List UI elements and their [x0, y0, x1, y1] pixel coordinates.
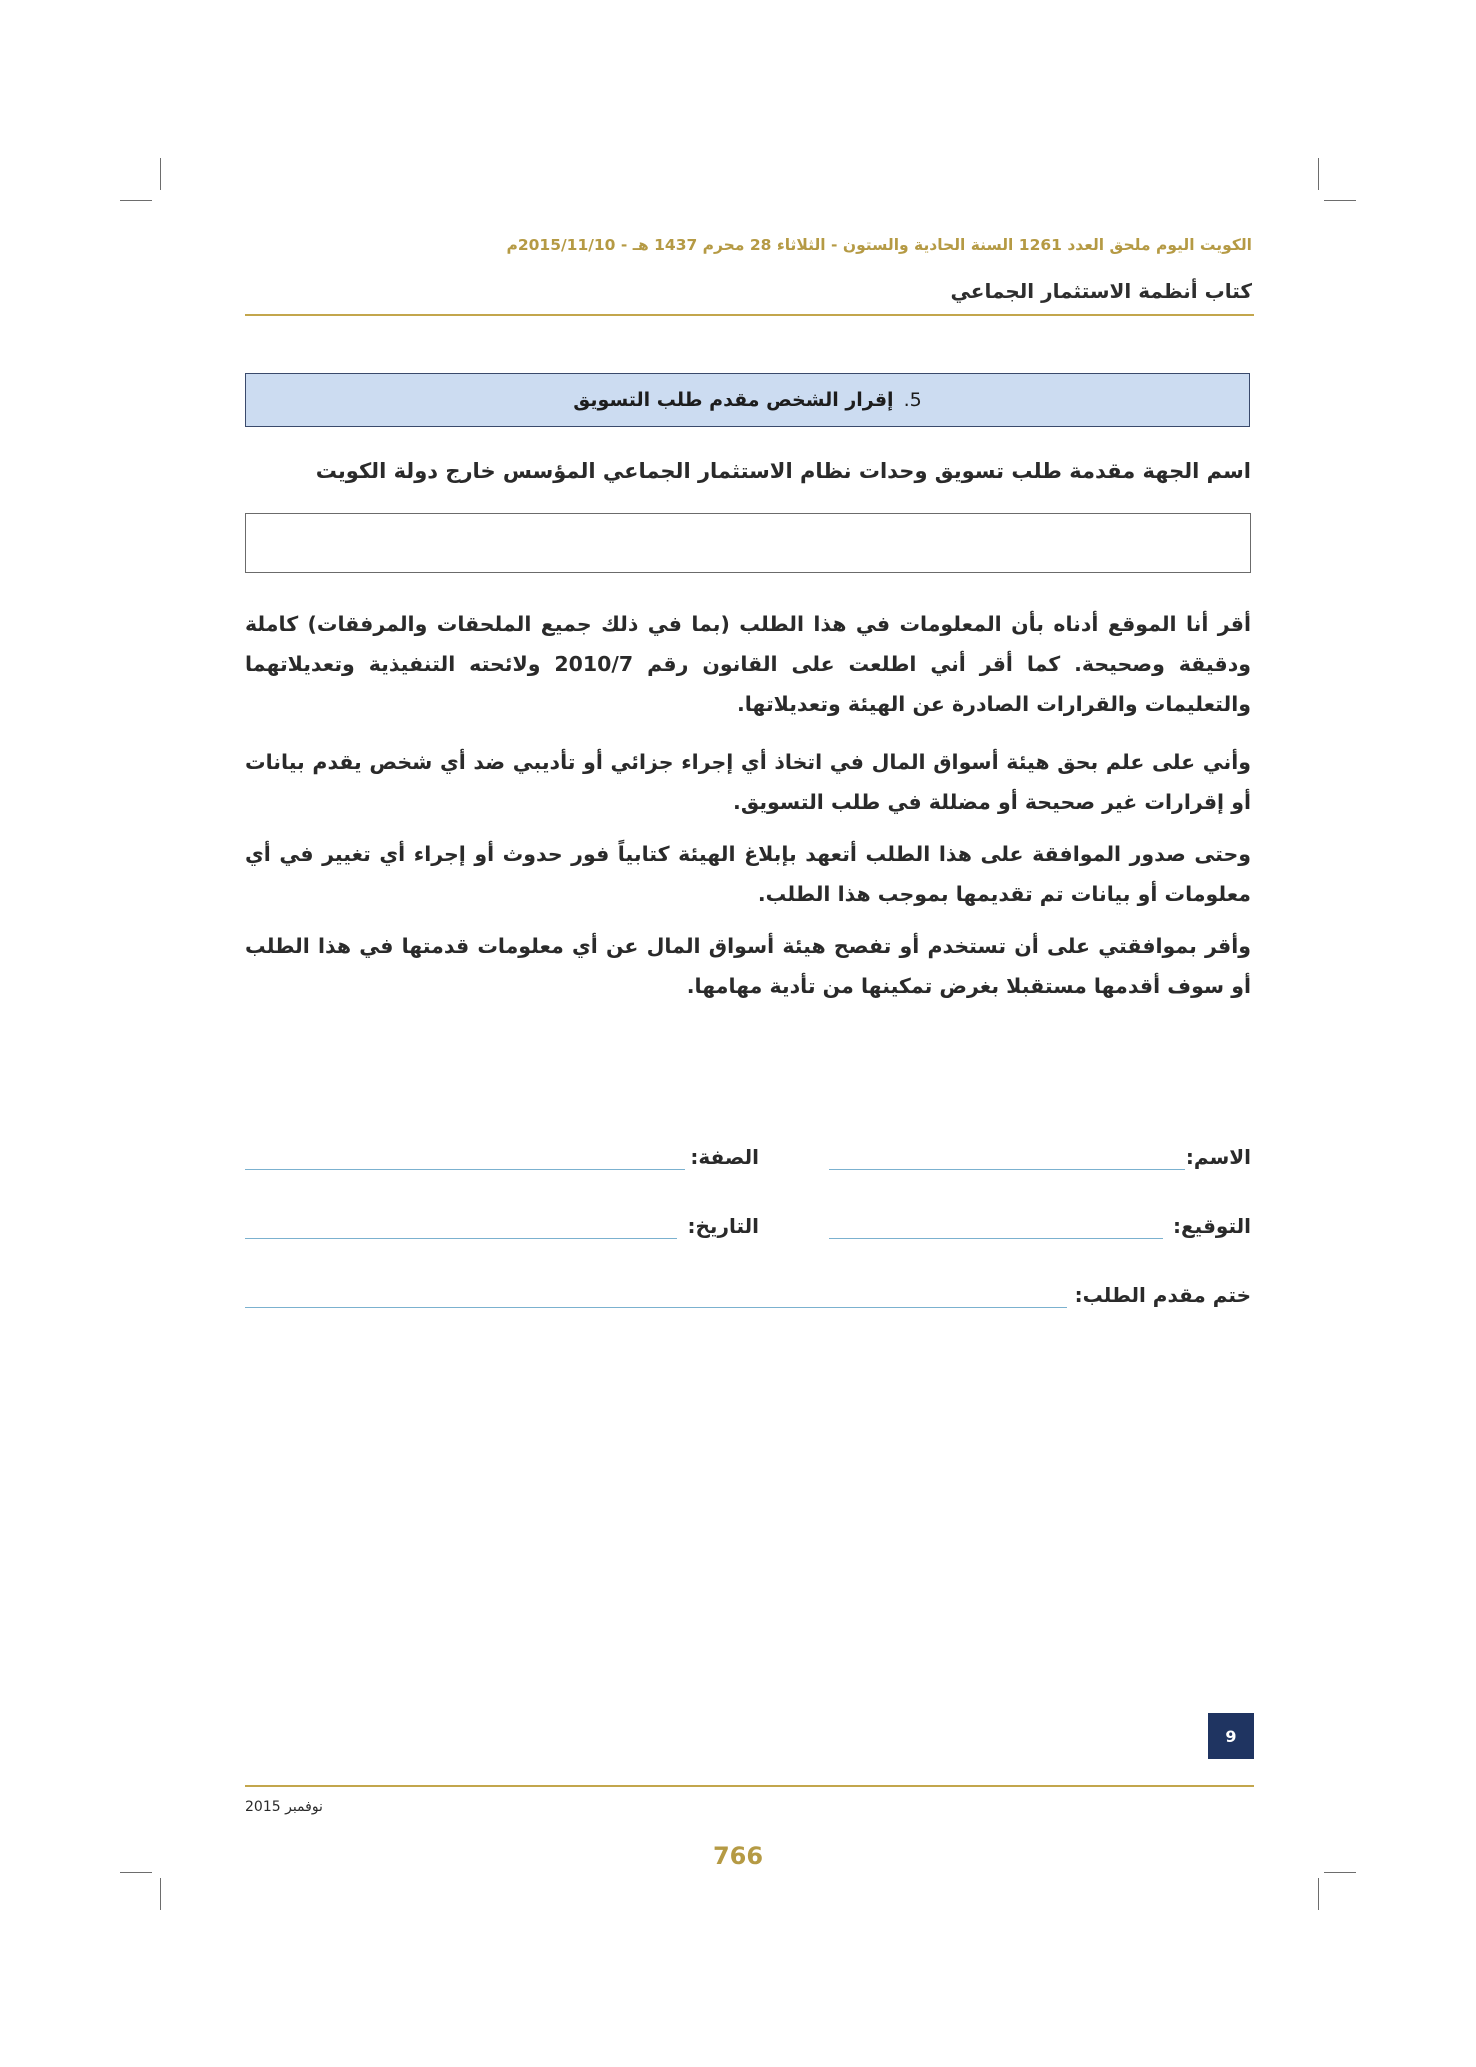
stamp-label: ختم مقدم الطلب:	[1074, 1283, 1251, 1307]
page-number-badge: 9	[1208, 1713, 1254, 1759]
book-title: كتاب أنظمة الاستثمار الجماعي	[950, 279, 1252, 303]
footer-rule	[245, 1785, 1254, 1787]
crop-mark	[1324, 200, 1356, 201]
date-field[interactable]	[245, 1238, 677, 1239]
crop-mark	[160, 1878, 161, 1910]
crop-mark	[1318, 158, 1319, 190]
name-label: الاسم:	[1185, 1145, 1251, 1169]
gazette-page-number: 766	[712, 1842, 764, 1870]
signature-row-signature	[245, 1214, 1251, 1244]
crop-mark	[1324, 1872, 1356, 1873]
declaration-paragraph: وحتى صدور الموافقة على هذا الطلب أتعهد بإبلاغ الهيئة كتابياً فور حدوث أو إجراء أي تغيير في أي معلومات أو بيانات تم تقديمها بموجب هذا الطلب.	[245, 842, 1251, 906]
section-number: 5.	[903, 389, 922, 411]
entity-name-field[interactable]	[245, 513, 1251, 573]
signature-field[interactable]	[829, 1238, 1163, 1239]
header-rule	[245, 314, 1254, 316]
entity-name-label: اسم الجهة مقدمة طلب تسويق وحدات نظام الاستثمار الجماعي المؤسس خارج دولة الكويت	[315, 459, 1251, 483]
crop-mark	[160, 158, 161, 190]
declaration-paragraph: أقر أنا الموقع أدناه بأن المعلومات في هذا الطلب (بما في ذلك جميع الملحقات والمرفقات) كاملة ودقيقة وصحيحة. كما أقر أني اطلعت على القانون رقم 2010/7 ولائحته التنفيذية وتعديلاتهما والتعليمات والقرارات الصادرة عن الهيئة وتعديلاتها.	[245, 612, 1251, 716]
section-title: إقرار الشخص مقدم طلب التسويق	[573, 389, 894, 411]
gazette-header-line: الكويت اليوم ملحق العدد 1261 السنة الحادية والستون - الثلاثاء 28 محرم 1437 هـ - 2015/11/10م	[506, 236, 1252, 254]
declaration-paragraph: وأني على علم بحق هيئة أسواق المال في اتخاذ أي إجراء جزائي أو تأديبي ضد أي شخص يقدم بيانات أو إقرارات غير صحيحة أو مضللة في طلب التسويق.	[245, 750, 1251, 814]
footer-date: نوفمبر 2015	[245, 1799, 323, 1815]
signature-row-name	[245, 1145, 1251, 1175]
name-field[interactable]	[829, 1169, 1185, 1170]
crop-mark	[120, 1872, 152, 1873]
declaration-paragraph: وأقر بموافقتي على أن تستخدم أو تفصح هيئة أسواق المال عن أي معلومات قدمتها في هذا الطلب أو سوف أقدمها مستقبلا بغرض تمكينها من تأدية مهامها.	[245, 934, 1251, 998]
section-heading-box	[245, 373, 1250, 427]
capacity-label: الصفة:	[690, 1145, 759, 1169]
signature-row-stamp	[245, 1283, 1251, 1313]
crop-mark	[1318, 1878, 1319, 1910]
date-label: التاريخ:	[687, 1214, 759, 1238]
capacity-field[interactable]	[245, 1169, 685, 1170]
crop-mark	[120, 200, 152, 201]
signature-label: التوقيع:	[1173, 1214, 1251, 1238]
stamp-field[interactable]	[245, 1307, 1067, 1308]
